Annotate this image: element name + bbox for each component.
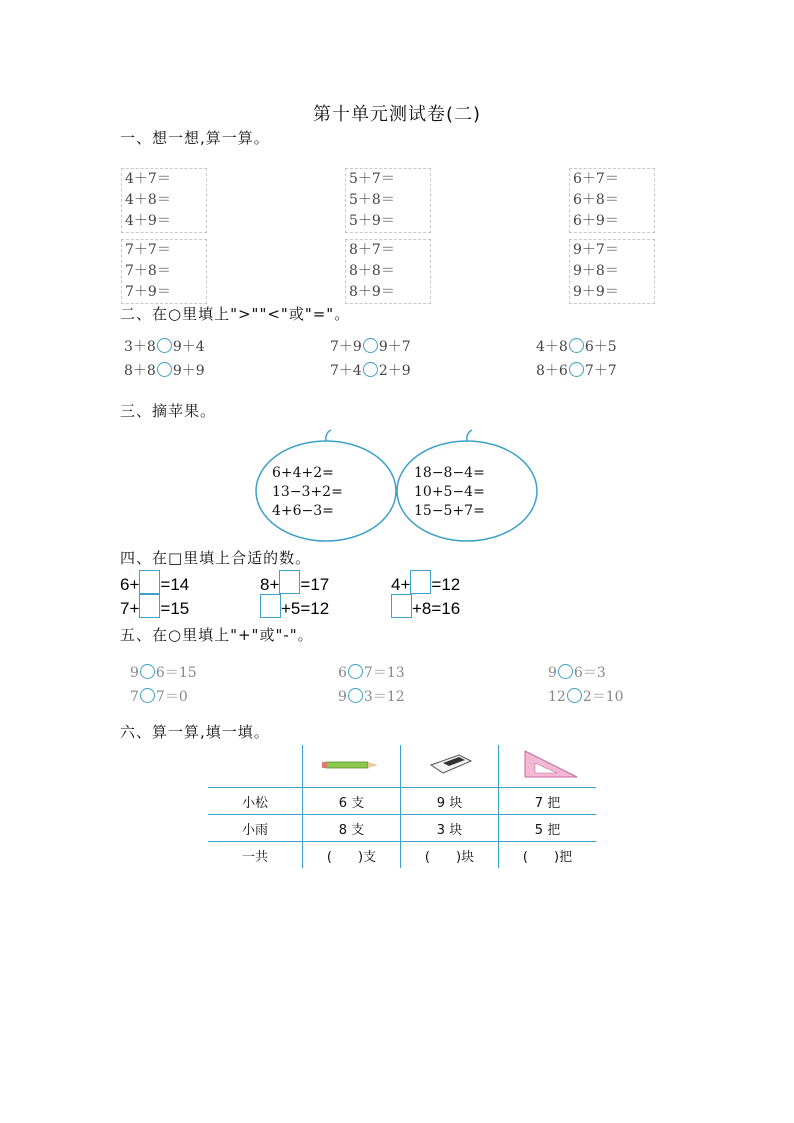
fill-equation: 7+ =15 <box>120 594 189 619</box>
table-cell: 小松 <box>208 788 303 815</box>
table-cell: 小雨 <box>208 815 303 842</box>
calc-group <box>569 168 655 233</box>
calc-item: 6＋8＝ <box>573 192 619 208</box>
calc-item: 7＋7＝ <box>125 242 171 258</box>
answer-circle[interactable] <box>569 338 584 353</box>
calc-item: 4＋9＝ <box>125 213 171 229</box>
sign-circle[interactable] <box>567 688 582 703</box>
section-2-heading: 二、在○里填上">""<"或"="。 <box>120 305 351 323</box>
sign-circle[interactable] <box>348 688 363 703</box>
eraser-icon <box>401 745 499 788</box>
calc-item: 6＋9＝ <box>573 213 619 229</box>
answer-box[interactable] <box>260 594 281 618</box>
calc-group <box>569 239 655 304</box>
sign-equation: 7 7＝0 <box>130 689 188 705</box>
fill-equation: 8+ =17 <box>260 570 329 595</box>
calc-item: 6＋7＝ <box>573 171 619 187</box>
calc-item: 8＋7＝ <box>349 242 395 258</box>
calc-item: 9＋7＝ <box>573 242 619 258</box>
fill-equation: +5=12 <box>260 594 329 619</box>
answer-circle[interactable] <box>157 338 172 353</box>
section-1-heading: 一、想一想,算一算。 <box>120 129 270 147</box>
calc-item: 7＋8＝ <box>125 263 171 279</box>
comparison-item: 3＋8 9＋4 <box>124 339 205 355</box>
section-4-heading: 四、在□里填上合适的数。 <box>120 549 312 567</box>
table-row <box>208 842 596 869</box>
calc-item: 8＋9＝ <box>349 284 395 300</box>
table-cell: 6 支 <box>303 788 401 815</box>
apple-right-eq-3: 15−5+7= <box>414 503 485 519</box>
calc-group <box>345 168 431 233</box>
table-cell: 3 块 <box>401 815 499 842</box>
calc-item: 7＋9＝ <box>125 284 171 300</box>
calc-group <box>121 239 207 304</box>
table-cell[interactable]: ( )把 <box>499 842 597 869</box>
comparison-item: 8＋6 7＋7 <box>536 363 617 379</box>
calc-item: 9＋9＝ <box>573 284 619 300</box>
answer-circle[interactable] <box>363 362 378 377</box>
answer-circle[interactable] <box>569 362 584 377</box>
calc-item: 4＋7＝ <box>125 171 171 187</box>
fill-equation: +8=16 <box>391 594 460 619</box>
fill-equation: 4+ =12 <box>391 570 460 595</box>
calc-item: 8＋8＝ <box>349 263 395 279</box>
table-row <box>208 815 596 842</box>
calc-item: 5＋8＝ <box>349 192 395 208</box>
table-cell: 一共 <box>208 842 303 869</box>
table-row <box>208 788 596 815</box>
answer-box[interactable] <box>410 570 431 594</box>
answer-circle[interactable] <box>157 362 172 377</box>
calc-item: 9＋8＝ <box>573 263 619 279</box>
fill-equation: 6+ =14 <box>120 570 189 595</box>
table-cell: 5 把 <box>499 815 597 842</box>
sign-equation: 6 7＝13 <box>338 665 405 681</box>
pencil-icon <box>303 745 401 788</box>
apple-right-eq-1: 18−8−4= <box>414 465 485 481</box>
apple-left-eq-2: 13−3+2= <box>272 484 343 500</box>
comparison-item: 7＋9 9＋7 <box>330 339 411 355</box>
answer-box[interactable] <box>139 594 160 618</box>
sign-circle[interactable] <box>348 664 363 679</box>
section-6-heading: 六、算一算,填一填。 <box>120 723 270 741</box>
table-cell: 8 支 <box>303 815 401 842</box>
section-3-heading: 三、摘苹果。 <box>120 402 217 420</box>
comparison-item: 8＋8 9＋9 <box>124 363 205 379</box>
table-cell: 7 把 <box>499 788 597 815</box>
comparison-item: 7＋4 2＋9 <box>330 363 411 379</box>
apple-right-eq-2: 10+5−4= <box>414 484 485 500</box>
apple-right-stem <box>467 430 472 441</box>
calc-item: 5＋9＝ <box>349 213 395 229</box>
calc-group <box>345 239 431 304</box>
table-cell: 9 块 <box>401 788 499 815</box>
answer-box[interactable] <box>279 570 300 594</box>
sign-equation: 12 2＝10 <box>548 689 624 705</box>
apple-left-eq-1: 6+4+2= <box>272 465 334 481</box>
sign-equation: 9 3＝12 <box>338 689 405 705</box>
sign-circle[interactable] <box>558 664 573 679</box>
table-cell[interactable]: ( )支 <box>303 842 401 869</box>
sign-circle[interactable] <box>140 688 155 703</box>
comparison-item: 4＋8 6＋5 <box>536 339 617 355</box>
sign-equation: 9 6＝15 <box>130 665 197 681</box>
stationery-table <box>208 745 596 868</box>
ruler-icon <box>499 745 597 788</box>
calc-item: 5＋7＝ <box>349 171 395 187</box>
sign-circle[interactable] <box>140 664 155 679</box>
apple-left-eq-3: 4+6−3= <box>272 503 334 519</box>
sign-equation: 9 6＝3 <box>548 665 606 681</box>
answer-circle[interactable] <box>363 338 378 353</box>
calc-item: 4＋8＝ <box>125 192 171 208</box>
table-cell[interactable]: ( )块 <box>401 842 499 869</box>
answer-box[interactable] <box>391 594 412 618</box>
page-title: 第十单元测试卷(二) <box>312 104 482 125</box>
section-5-heading: 五、在○里填上"+"或"-"。 <box>120 626 314 644</box>
calc-group <box>121 168 207 233</box>
apple-left-stem <box>326 430 331 441</box>
answer-box[interactable] <box>139 570 160 594</box>
